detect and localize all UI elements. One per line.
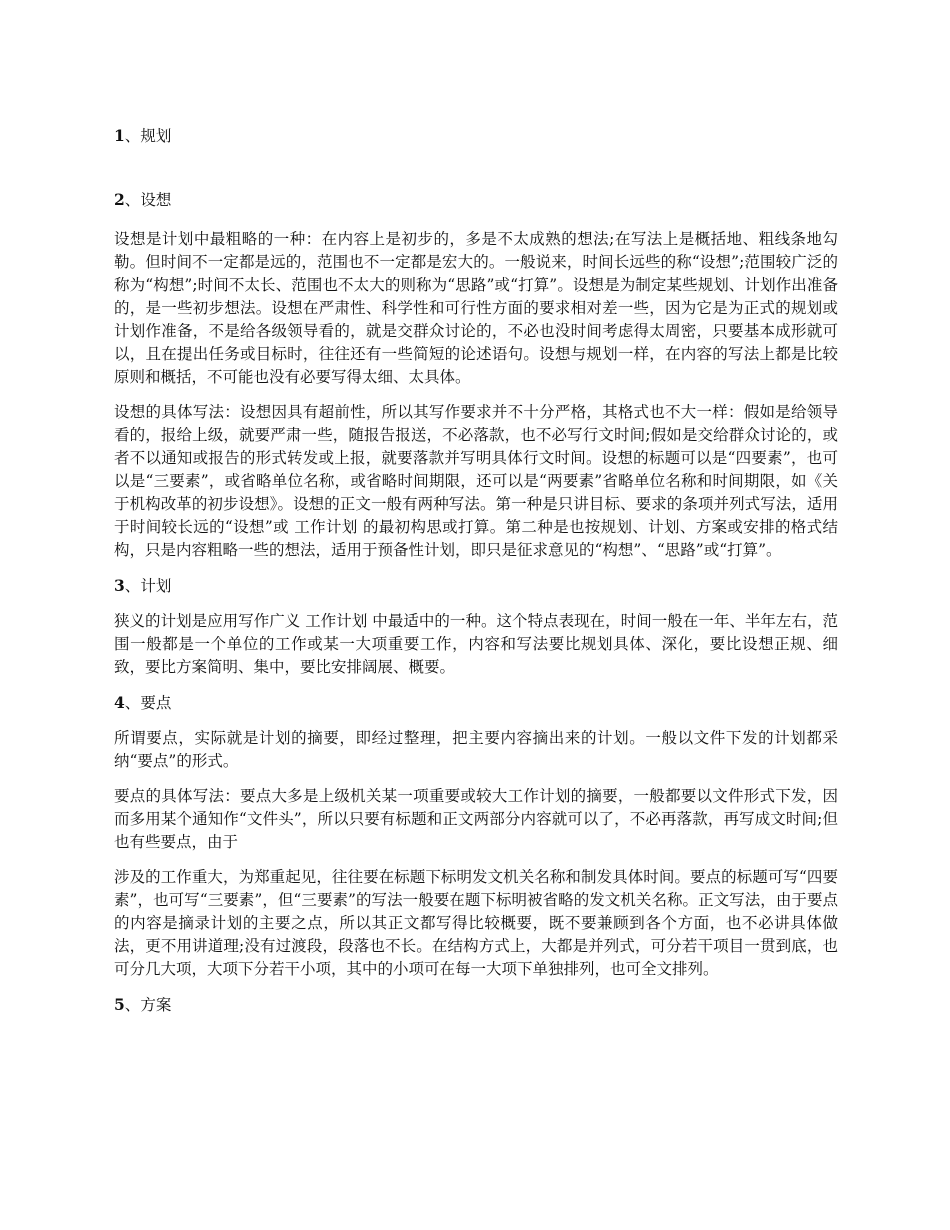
section-separator: 、 (124, 996, 141, 1014)
paragraph: 要点的具体写法：要点大多是上级机关某一项重要或较大工作计划的摘要，一般都要以文件形式下发，因而多用某个通知作“文件头”，所以只要有标题和正文两部分内容就可以了，不必再落款，再写成文时间;但也有些要点，由于 (114, 787, 838, 851)
paragraph: 所谓要点，实际就是计划的摘要，即经过整理，把主要内容摘出来的计划。一般以文件下发的计划都采纳“要点”的形式。 (114, 729, 838, 770)
section-number: 1 (114, 126, 125, 145)
section-separator: 、 (124, 694, 141, 712)
section-heading-1 (114, 124, 838, 148)
section-title: 规划 (140, 127, 172, 145)
section-separator: 、 (124, 191, 141, 209)
section-number: 2 (114, 190, 125, 209)
section-separator: 、 (124, 577, 141, 595)
section-number: 5 (114, 995, 125, 1014)
paragraph: 设想是计划中最粗略的一种：在内容上是初步的，多是不太成熟的想法;在写法上是概括地、粗线条地勾勒。但时间不一定都是远的，范围也不一定都是宏大的。一般说来，时间长远些的称“设想”;范围较广泛的称为“构想”;时间不太长、范围也不太大的则称为“思路”或“打算”。设想是为制定某些规划、计划作出准备的，是一些初步想法。设想在严肃性、科学性和可行性方面的要求相对差一些，因为它是为正式的规划或计划作准备，不是给各级领导看的，就是交群众讨论的，不必也没时间考虑得太周密，只要基本成形就可以，且在提出任务或目标时，往往还有一些简短的论述语句。设想与规划一样，在内容的写法上都是比较原则和概括，不可能也没有必要写得太细、太具体。 (114, 230, 838, 386)
section-heading-4 (114, 691, 838, 715)
section-number: 3 (114, 576, 125, 595)
section-number: 4 (114, 693, 125, 712)
section-title: 计划 (140, 577, 172, 595)
section-title: 方案 (140, 996, 172, 1014)
section-separator: 、 (124, 127, 141, 145)
paragraph: 狭义的计划是应用写作广义 工作计划 中最适中的一种。这个特点表现在，时间一般在一年、半年左右，范围一般都是一个单位的工作或某一大项重要工作，内容和写法要比规划具体、深化，要比设想正规、细致，要比方案简明、集中，要比安排阔展、概要。 (114, 612, 838, 676)
paragraph: 设想的具体写法：设想因具有超前性，所以其写作要求并不十分严格，其格式也不大一样：假如是给领导看的，报给上级，就要严肃一些，随报告报送，不必落款，也不必写行文时间;假如是交给群众讨论的，或者不以通知或报告的形式转发或上报，就要落款并写明具体行文时间。设想的标题可以是“四要素”，也可以是“三要素”，或省略单位名称，或省略时间期限，还可以是“两要素”省略单位名称和时间期限，如《关于机构改革的初步设想》。设想的正文一般有两种写法。第一种是只讲目标、要求的条项并列式写法，适用于时间较长远的“设想”或 工作计划 的最初构思或打算。第二种是也按规划、计划、方案或安排的格式结构，只是内容粗略一些的想法，适用于预备性计划，即只是征求意见的“构想”、“思路”或“打算”。 (114, 403, 838, 559)
section-heading-5 (114, 993, 838, 1017)
section-heading-3 (114, 574, 838, 598)
section-title: 要点 (140, 694, 172, 712)
section-title: 设想 (140, 191, 172, 209)
paragraph: 涉及的工作重大，为郑重起见，往往要在标题下标明发文机关名称和制发具体时间。要点的标题可写“四要素”，也可写“三要素”，但“三要素”的写法一般要在题下标明被省略的发文机关名称。正文写法，由于要点的内容是摘录计划的主要之点，所以其正文都写得比较概要，既不要兼顾到各个方面，也不必讲具体做法，更不用讲道理;没有过渡段，段落也不长。在结构方式上，大都是并列式，可分若干项目一贯到底，也可分几大项，大项下分若干小项，其中的小项可在每一大项下单独排列，也可全文排列。 (114, 868, 838, 978)
document-page (114, 124, 838, 1029)
section-heading-2 (114, 188, 838, 212)
